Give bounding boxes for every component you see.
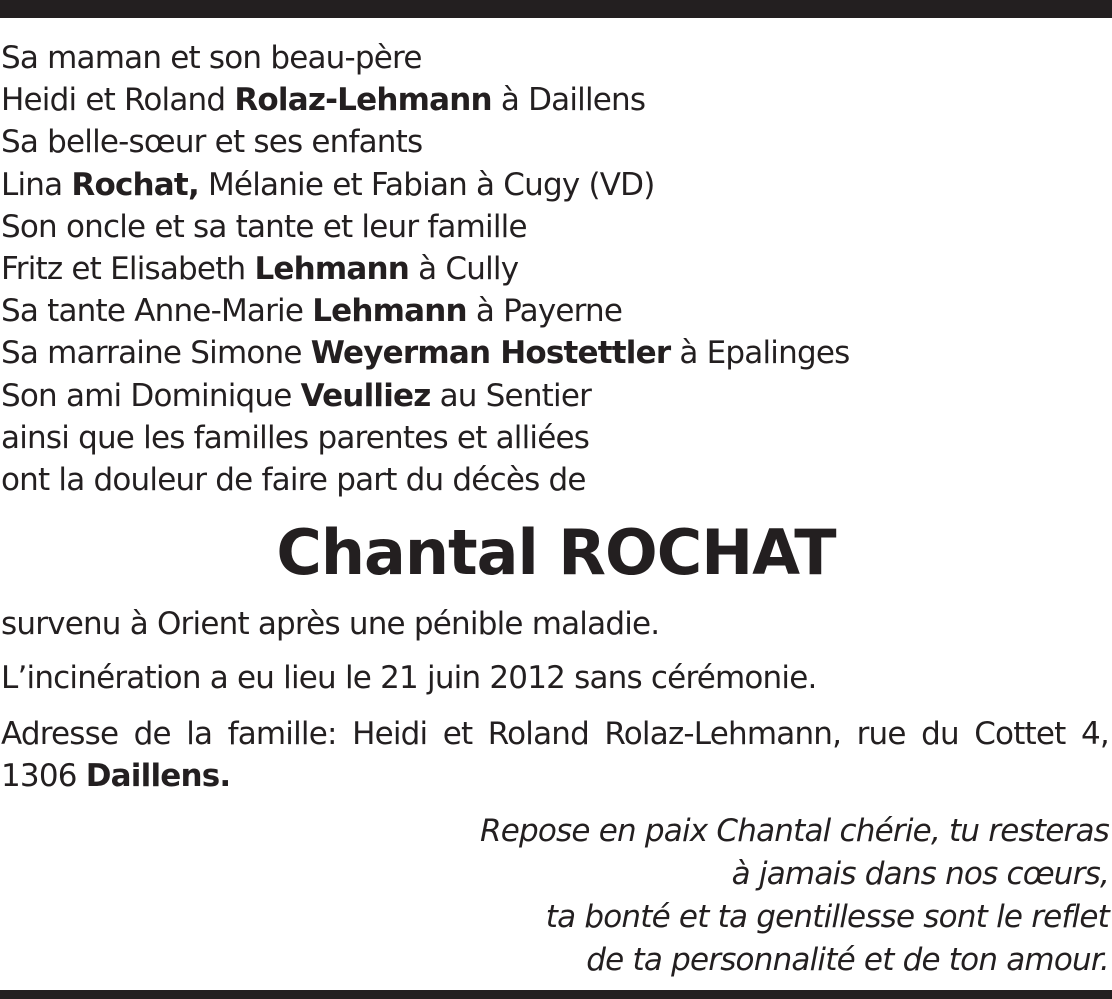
family-line: ont la douleur de faire part du décès de bbox=[1, 462, 586, 499]
epitaph-poem bbox=[480, 810, 1109, 982]
family-line: Lina Rochat, Mélanie et Fabian à Cugy (VD) bbox=[1, 166, 655, 203]
address-line-1: Adresse de la famille: Heidi et Roland Rolaz-Lehmann, rue du Cottet 4, bbox=[1, 716, 1109, 752]
family-line: Son oncle et sa tante et leur famille bbox=[1, 208, 527, 245]
family-line: Son ami Dominique Veulliez au Sentier bbox=[1, 377, 592, 414]
family-line: Fritz et Elisabeth Lehmann à Cully bbox=[1, 251, 519, 288]
family-line: Sa maman et son beau-père bbox=[1, 40, 422, 76]
family-line: Sa belle-sœur et ses enfants bbox=[1, 124, 423, 161]
family-line: Sa tante Anne-Marie Lehmann à Payerne bbox=[1, 293, 623, 330]
top-rule bbox=[0, 0, 1112, 18]
poem-line: à jamais dans nos cœurs, bbox=[731, 856, 1109, 892]
poem-line: Repose en paix Chantal chérie, tu resteras bbox=[480, 813, 1109, 849]
family-line: Sa marraine Simone Weyerman Hostettler à Epalinges bbox=[1, 335, 850, 372]
family-list bbox=[1, 37, 1101, 501]
bottom-rule bbox=[0, 990, 1112, 999]
illness-statement: survenu à Orient après une pénible maladie. bbox=[1, 606, 660, 642]
poem-line: de ta personnalité et de ton amour. bbox=[586, 942, 1109, 978]
cremation-statement: L’incinération a eu lieu le 21 juin 2012 sans cérémonie. bbox=[1, 660, 817, 696]
family-line: Heidi et Roland Rolaz-Lehmann à Daillens bbox=[1, 82, 646, 119]
address-line-2: 1306 Daillens. bbox=[1, 758, 231, 794]
family-address bbox=[1, 713, 1109, 797]
poem-line: ta bonté et ta gentillesse sont le reflet bbox=[545, 899, 1109, 935]
family-line: ainsi que les familles parentes et alliées bbox=[1, 419, 590, 456]
deceased-name: Chantal ROCHAT bbox=[276, 516, 836, 589]
